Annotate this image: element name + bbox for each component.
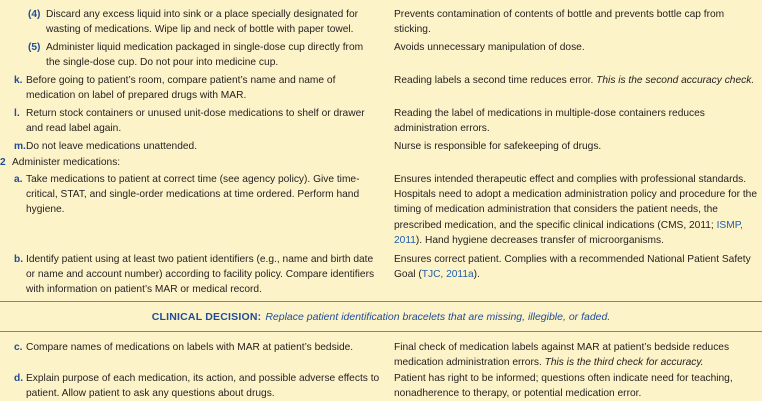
step-left <box>14 371 380 401</box>
rationale-text: Prevents contamination of contents of bottle and prevents bottle cap from sticking. <box>394 9 725 36</box>
rationale-plain: ). <box>473 269 480 281</box>
rationale-text <box>394 340 760 370</box>
ismp-reference-link[interactable]: ISMP, 2011 <box>394 219 744 246</box>
step-marker: d. <box>14 373 24 384</box>
step-marker: (4) <box>28 9 41 20</box>
step-text: Do not leave medications unattended. <box>26 141 198 152</box>
rationale-plain: Final check of medication labels against MAR at patient’s bedside reduces medication administration errors. <box>394 342 730 369</box>
rationale-text <box>394 252 760 282</box>
step-marker: a. <box>14 174 23 185</box>
accuracy-check-note: This is the second accuracy check. <box>596 75 755 86</box>
rationale-plain: Ensures intended therapeutic effect and complies with professional standards. Hospitals need to adopt a medication administration policy and procedure for the timing of medication administration that considers the patient needs, the prescribed medication, and the specific clinical indications (CMS, 2011; <box>394 174 758 231</box>
step-left <box>14 252 380 298</box>
clinical-decision-text: Replace patient identification bracelets that are missing, illegible, or faded. <box>265 310 611 323</box>
step-left <box>14 73 380 103</box>
step-left <box>14 139 380 154</box>
step-text: Explain purpose of each medication, its action, and possible adverse effects to patient. Allow patient to ask any questions about drugs. <box>26 373 380 400</box>
step-text: Before going to patient’s room, compare patient’s name and name of medication on label of prepared drugs with MAR. <box>26 75 336 102</box>
step-marker: l. <box>14 108 20 119</box>
step-text: Identify patient using at least two patient identifiers (e.g., name and birth date or name and account number) according to facility policy. Compare identifiers with information on patient’s MAR or medical record. <box>26 254 375 296</box>
rationale-plain: Ensures correct patient. Complies with a recommended National Patient Safety Goal ( <box>394 254 751 281</box>
step-marker: k. <box>14 75 23 86</box>
step-heading: Administer medications: <box>12 157 121 168</box>
step-left <box>14 172 380 218</box>
tjc-reference-link[interactable]: TJC, 2011a <box>421 269 474 281</box>
accuracy-check-note: This is the third check for accuracy. <box>544 357 704 369</box>
step-marker: (5) <box>28 42 41 53</box>
step-text: Administer liquid medication packaged in single-dose cup directly from the single-dose cup. Do not pour into medicine cup. <box>46 42 364 69</box>
step-marker: b. <box>14 254 24 265</box>
step-text: Return stock containers or unused unit-dose medications to shelf or drawer and read label again. <box>26 108 365 135</box>
rationale-text: Reading the label of medications in multiple-dose containers reduces administration errors. <box>394 108 705 135</box>
step-left <box>0 155 380 170</box>
step-left <box>28 40 380 70</box>
step-text: Discard any excess liquid into sink or a place specially designated for wasting of medications. Wipe lip and neck of bottle with paper towel. <box>46 9 359 36</box>
step-marker: 2 <box>0 157 6 168</box>
rationale-text: Avoids unnecessary manipulation of dose. <box>394 42 585 53</box>
step-text: Compare names of medications on labels with MAR at patient’s bedside. <box>26 342 354 353</box>
rationale-text: Patient has right to be informed; questions often indicate need for teaching, nonadherence to therapy, or potential medication error. <box>394 373 733 400</box>
step-left <box>28 7 380 37</box>
rationale-plain: Reading labels a second time reduces error. <box>394 75 597 86</box>
step-left <box>14 106 380 136</box>
clinical-decision-label: CLINICAL DECISION: <box>151 310 262 323</box>
rationale-text <box>394 172 760 248</box>
step-marker: c. <box>14 342 23 353</box>
clinical-decision-band <box>0 301 762 332</box>
rationale-text <box>394 73 760 88</box>
step-marker: m. <box>14 141 26 152</box>
step-left <box>14 340 380 355</box>
step-text: Take medications to patient at correct time (see agency policy). Give time-critical, STAT, and single-order medications at time ordered. Perform hand hygiene. <box>26 174 360 216</box>
rationale-plain: ). Hand hygiene decreases transfer of microorganisms. <box>415 234 664 246</box>
rationale-text: Nurse is responsible for safekeeping of drugs. <box>394 141 602 152</box>
